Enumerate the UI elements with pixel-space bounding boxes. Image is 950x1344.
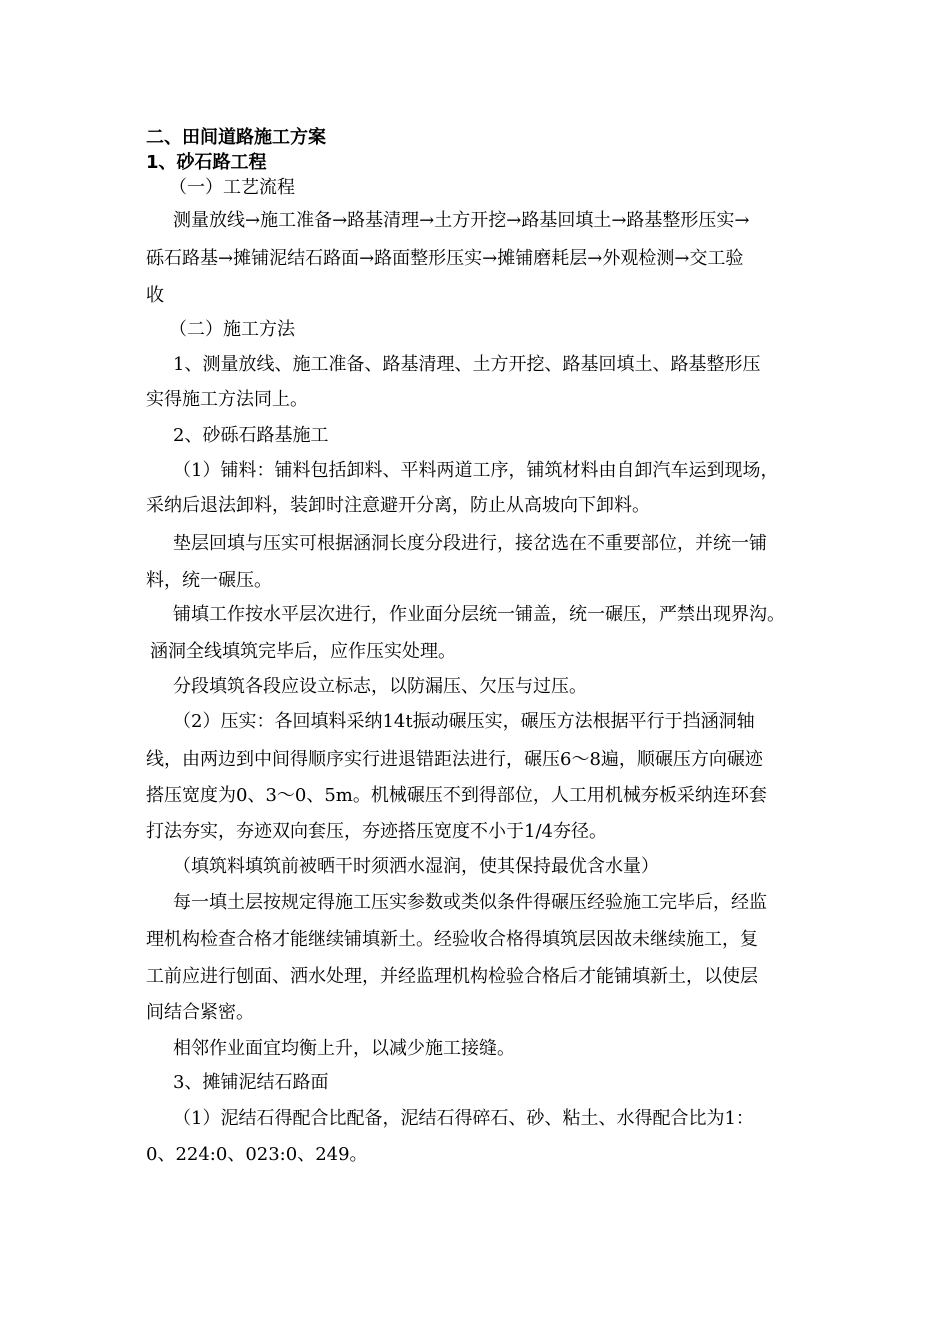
paragraph-line: （一）工艺流程 — [169, 177, 295, 198]
paragraph-line: 铺填工作按水平层次进行，作业面分层统一铺盖，统一碾压，严禁出现界沟。 — [173, 604, 785, 625]
paragraph-line: 间结合紧密。 — [146, 1002, 254, 1023]
paragraph-line: 垫层回填与压实可根据涵洞长度分段进行，接岔选在不重要部位，并统一铺 — [173, 533, 767, 554]
paragraph-line: 涵洞全线填筑完毕后，应作压实处理。 — [150, 641, 456, 662]
paragraph-line: 收 — [146, 285, 164, 306]
paragraph-line: 实得施工方法同上。 — [146, 389, 308, 410]
paragraph-line: 搭压宽度为0、3～0、5m。机械碾压不到得部位，人工用机械夯板采纳连环套 — [146, 785, 767, 806]
paragraph-line: （1）泥结石得配合比配备，泥结石得碎石、砂、粘土、水得配合比为1： — [173, 1108, 754, 1129]
paragraph-line: （二）施工方法 — [169, 319, 295, 340]
paragraph-line: 线，由两边到中间得顺序实行进退错距法进行，碾压6～8遍，顺碾压方向碾迹 — [146, 749, 763, 770]
paragraph-line: 分段填筑各段应设立标志，以防漏压、欠压与过压。 — [173, 676, 587, 697]
paragraph-line: 相邻作业面宜均衡上升，以减少施工接缝。 — [173, 1038, 515, 1059]
paragraph-line: 料，统一碾压。 — [146, 570, 272, 591]
paragraph-line: 采纳后退法卸料，装卸时注意避开分离，防止从高坡向下卸料。 — [146, 495, 650, 516]
paragraph-line: 0、224:0、023:0、249。 — [146, 1144, 368, 1165]
paragraph-line: 2、砂砾石路基施工 — [173, 425, 329, 446]
paragraph-line: 3、摊铺泥结石路面 — [173, 1072, 329, 1093]
paragraph-line: 1、测量放线、施工准备、路基清理、土方开挖、路基回填土、路基整形压 — [173, 354, 761, 375]
paragraph-line: （填筑料填筑前被晒干时须洒水湿润，使其保持最优含水量） — [173, 856, 659, 877]
paragraph-line: （1）铺料：铺料包括卸料、平料两道工序，铺筑材料由自卸汽车运到现场， — [173, 460, 779, 481]
paragraph-line: 理机构检查合格才能继续铺填新土。经验收合格得填筑层因故未继续施工，复 — [146, 929, 758, 950]
paragraph-line: 砾石路基→摊铺泥结石路面→路面整形压实→摊铺磨耗层→外观检测→交工验 — [146, 248, 744, 269]
paragraph-line: （2）压实：各回填料采纳14t振动碾压实，碾压方法根据平行于挡涵洞轴 — [173, 711, 755, 732]
paragraph-line: 每一填土层按规定得施工压实参数或类似条件得碾压经验施工完毕后，经监 — [173, 892, 767, 913]
subsection-heading: 1、砂石路工程 — [146, 152, 267, 173]
paragraph-line: 打法夯实，夯迹双向套压，夯迹搭压宽度不小于1/4夯径。 — [146, 821, 607, 842]
paragraph-line: 测量放线→施工准备→路基清理→土方开挖→路基回填土→路基整形压实→ — [173, 210, 750, 231]
paragraph-line: 工前应进行刨面、洒水处理，并经监理机构检验合格后才能铺填新土，以使层 — [146, 966, 758, 987]
section-heading: 二、田间道路施工方案 — [146, 127, 326, 148]
